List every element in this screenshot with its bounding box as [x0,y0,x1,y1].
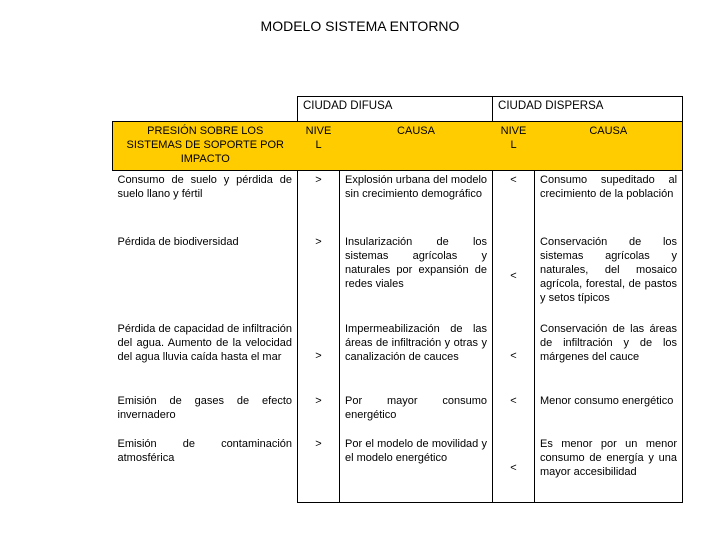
table-row [113,320,683,392]
table-row [113,435,683,503]
header-nivel-difusa: NIVE L [298,122,340,171]
header-causa-dispersa: CAUSA [535,122,683,171]
pressure-cell: Emisión de gases de efecto invernadero [113,392,298,435]
causa-difusa-cell: Insularización de los sistemas agrícolas y naturales por expansión de redes viales [340,233,493,320]
header-pressure: PRESIÓN SOBRE LOS SISTEMAS DE SOPORTE POR IMPACTO [113,122,298,171]
nivel-dispersa-cell: < [493,171,535,233]
header-causa-difusa: CAUSA [340,122,493,171]
pressure-cell: Consumo de suelo y pérdida de suelo llano y fértil [113,171,298,233]
pressure-cell: Pérdida de biodiversidad [113,233,298,320]
causa-difusa-cell: Impermeabilización de las áreas de infiltración y otras y canalización de cauces [340,320,493,392]
nivel-difusa-cell: > [298,233,340,320]
causa-dispersa-cell: Conservación de las áreas de infiltración y de los márgenes del cauce [535,320,683,392]
page-title: MODELO SISTEMA ENTORNO [260,18,460,34]
table-row [113,171,683,233]
nivel-difusa-cell: > [298,320,340,392]
nivel-difusa-cell: > [298,392,340,435]
nivel-dispersa-cell: < [493,435,535,503]
table-row [113,233,683,320]
causa-dispersa-cell: Consumo supeditado al crecimiento de la población [535,171,683,233]
group-ciudad-difusa: CIUDAD DIFUSA [298,97,493,122]
column-header-row [113,122,683,171]
pressure-cell: Emisión de contaminación atmosférica [113,435,298,503]
causa-dispersa-cell: Conservación de los sistemas agrícolas y naturales, del mosaico agrícola, forestal, de pastos y setos típicos [535,233,683,320]
causa-difusa-cell: Por mayor consumo energético [340,392,493,435]
group-ciudad-dispersa: CIUDAD DISPERSA [493,97,683,122]
group-header-row [113,97,683,122]
causa-difusa-cell: Explosión urbana del modelo sin crecimiento demográfico [340,171,493,233]
causa-difusa-cell: Por el modelo de movilidad y el modelo energético [340,435,493,503]
group-header-spacer [113,97,298,122]
nivel-dispersa-cell: < [493,392,535,435]
causa-dispersa-cell: Menor consumo energético [535,392,683,435]
causa-dispersa-cell: Es menor por un menor consumo de energía y una mayor accesibilidad [535,435,683,503]
nivel-dispersa-cell: < [493,233,535,320]
model-table [112,96,683,503]
table-row [113,392,683,435]
header-nivel-dispersa: NIVE L [493,122,535,171]
nivel-dispersa-cell: < [493,320,535,392]
nivel-difusa-cell: > [298,435,340,503]
nivel-difusa-cell: > [298,171,340,233]
pressure-cell: Pérdida de capacidad de infiltración del agua. Aumento de la velocidad del agua lluvia caída hasta el mar [113,320,298,392]
